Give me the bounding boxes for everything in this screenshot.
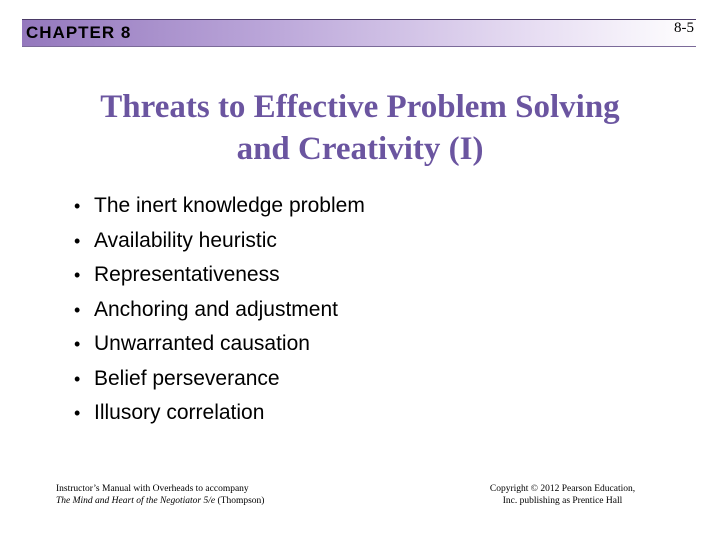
bullet-icon: • xyxy=(74,403,81,423)
bullet-text: Illusory correlation xyxy=(94,401,265,424)
bullet-text: Belief perseverance xyxy=(94,366,280,390)
slide-title-line-1: Threats to Effective Problem Solving xyxy=(100,89,620,125)
copyright-line-2: Inc. publishing as Prentice Hall xyxy=(502,496,623,506)
copyright-line-1: Copyright © 2012 Pearson Education, xyxy=(489,484,636,494)
chapter-label: CHAPTER 8 xyxy=(26,23,132,42)
bullet-text: Representativeness xyxy=(94,263,280,286)
footer-copyright xyxy=(470,483,655,507)
bullet-icon: • xyxy=(74,230,81,251)
bullet-icon: • xyxy=(74,265,81,285)
bullet-icon: • xyxy=(74,196,81,216)
footer-left-line-2 xyxy=(56,495,264,507)
bullet-icon: • xyxy=(74,299,81,320)
bullet-text: The inert knowledge problem xyxy=(94,194,365,217)
book-title: The Mind and Heart of the Negotiator 5/e xyxy=(56,496,216,506)
bullet-text: Availability heuristic xyxy=(94,228,277,252)
header-divider xyxy=(22,46,696,47)
bullet-text: Anchoring and adjustment xyxy=(94,297,338,321)
footer-source-note xyxy=(56,483,264,507)
bullet-text: Unwarranted causation xyxy=(94,332,310,355)
bullet-icon: • xyxy=(74,334,81,354)
slide-title xyxy=(40,86,680,170)
page-number: 8-5 xyxy=(674,20,694,36)
book-author: (Thompson) xyxy=(215,496,265,506)
footer-left-line-1: Instructor’s Manual with Overheads to accompany xyxy=(56,484,249,494)
bullet-icon: • xyxy=(74,368,81,389)
slide-title-line-2: and Creativity (I) xyxy=(236,131,484,167)
